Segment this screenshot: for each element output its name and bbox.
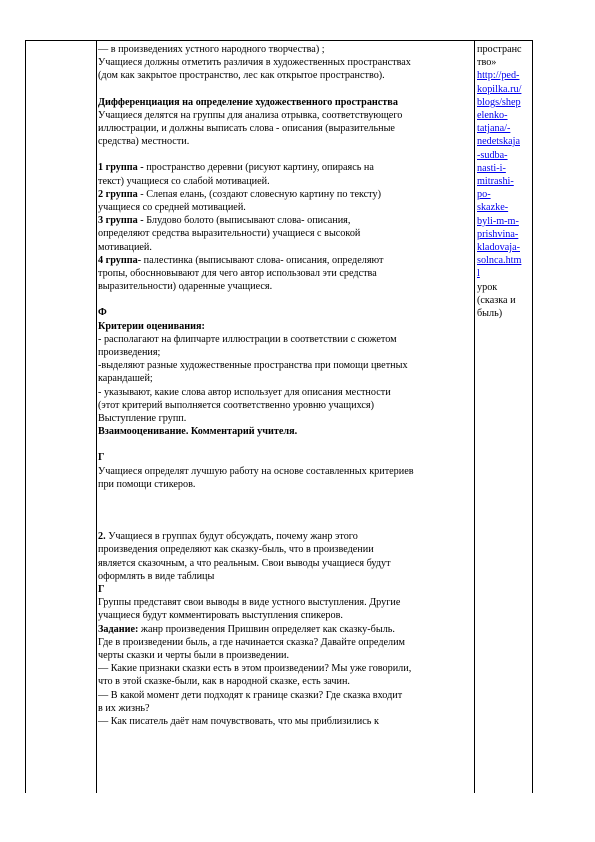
- assignment-text: жанр произведения Пришвин определяет как сказку-быль.: [138, 623, 395, 635]
- lesson-table: [25, 40, 533, 793]
- resource-text: пространс: [477, 44, 522, 55]
- group-2-line: [98, 188, 473, 201]
- group-work-marker: Г: [98, 452, 105, 464]
- assignment-line: — Как писатель даёт нам почувствовать, что мы приблизились к: [98, 715, 379, 727]
- criteria-line: - располагают на флипчарте иллюстрации в соответствии с сюжетом: [98, 333, 397, 345]
- resource-link-line[interactable]: solnca.htm: [477, 255, 522, 267]
- resource-link-line[interactable]: tatjana/-: [477, 123, 511, 135]
- group-2-line: учащиеся со средней мотивацией.: [98, 202, 246, 214]
- group-4-text: палестинка (выписывают слова- описания, определяют: [141, 254, 384, 266]
- resource-link-line[interactable]: kladovaja-: [477, 242, 520, 254]
- resource-link-line[interactable]: prishvina-: [477, 228, 519, 240]
- criteria-line: произведения;: [98, 347, 161, 359]
- group-1-label: 1 группа -: [98, 162, 144, 174]
- resource-link-line[interactable]: -sudba-: [477, 149, 508, 161]
- differentiation-title: Дифференциация на определение художественного пространства: [98, 96, 398, 108]
- group-4-label: 4 группа-: [98, 254, 142, 266]
- group-3-label: 3 группа -: [98, 215, 144, 227]
- resource-link-line[interactable]: po-: [477, 189, 491, 201]
- main-column: [98, 43, 473, 728]
- assignment-line: черты сказки и черты были в произведении.: [98, 649, 290, 661]
- resource-text: тво»: [477, 57, 497, 69]
- criteria-line: -выделяют разные художественные пространства при помощи цветных: [98, 360, 408, 372]
- group-4-line: выразительности) одаренные учащиеся.: [98, 281, 273, 293]
- criteria-title: Критерии оценивания:: [98, 320, 205, 332]
- group-3-text: Блудово болото (выписывают слова- описания,: [143, 215, 351, 227]
- resource-link-line[interactable]: kopilka.ru/: [477, 83, 522, 95]
- resource-text: быль): [477, 308, 503, 320]
- group-1-text: пространство деревни (рисуют картину, опираясь на: [143, 162, 374, 174]
- intro-line: — в произведениях устного народного творчества) ;: [98, 44, 325, 55]
- group-1-line: текст) учащиеся со слабой мотивацией.: [98, 175, 270, 187]
- task-2-number: 2.: [98, 531, 106, 543]
- resources-column: [477, 43, 532, 320]
- differentiation-line: иллюстрации, и должны выписать слова - описания (выразительные: [98, 123, 395, 135]
- column-divider-right: [474, 41, 475, 793]
- criteria-line: Выступление групп.: [98, 413, 187, 425]
- assignment-label: Задание:: [98, 623, 139, 635]
- resource-link-line[interactable]: nasti-i-: [477, 162, 506, 174]
- intro-line: (дом как закрытое пространство, лес как открытое пространство).: [98, 70, 385, 82]
- group-4-line: [98, 254, 473, 267]
- resource-link-line[interactable]: http://ped-: [477, 70, 520, 82]
- group-work-line: при помощи стикеров.: [98, 478, 196, 490]
- resource-link-line[interactable]: skazke-: [477, 202, 509, 214]
- group-output-line: Группы представят свои выводы в виде устного выступления. Другие: [98, 597, 401, 609]
- resource-link-line[interactable]: l: [477, 268, 480, 280]
- task-2-text: Учащиеся в группах будут обсуждать, почему жанр этого: [105, 531, 358, 543]
- resource-link-line[interactable]: byli-m-m-: [477, 215, 519, 227]
- differentiation-line: Учащиеся делятся на группы для анализа отрывка, соответствующего: [98, 109, 403, 121]
- criteria-line: - указывают, какие слова автор использует для описания местности: [98, 386, 391, 398]
- group-4-line: тропы, обоснновывают для чего автор использовал эти средства: [98, 268, 377, 280]
- group-work-line: Учащиеся определят лучшую работу на основе составленных критериев: [98, 465, 414, 477]
- intro-line: Учащиеся должны отметить различия в художественных пространствах: [98, 57, 411, 69]
- assignment-line: [98, 623, 473, 636]
- group-2-text: - Слепая елань, (создают словесную картину по тексту): [137, 188, 381, 200]
- task-2-line: оформлять в виде таблицы: [98, 570, 215, 582]
- group-1-line: [98, 161, 473, 174]
- assignment-line: что в этой сказке-были, как в народной сказке, есть зачин.: [98, 676, 350, 688]
- formative-marker: Ф: [98, 307, 107, 319]
- group-2-label: 2 группа: [98, 188, 138, 200]
- group-3-line: мотивацией.: [98, 241, 152, 253]
- group-3-line: определяют средства выразительности) учащиеся с высокой: [98, 228, 361, 240]
- task-2-line: произведения определяют как сказку-быль, что в произведении: [98, 544, 374, 556]
- group-3-line: [98, 214, 473, 227]
- resource-text: урок: [477, 281, 498, 293]
- assignment-line: — В какой момент дети подходят к границе сказки? Где сказка входит: [98, 689, 403, 701]
- group-output-line: учащиеся будут комментировать выступления спикеров.: [98, 610, 343, 622]
- differentiation-line: средства) местности.: [98, 136, 190, 148]
- column-divider-left: [96, 41, 97, 793]
- task-2-line: является сказочным, а что реальным. Свои выводы учащиеся будут: [98, 557, 391, 569]
- resource-link-line[interactable]: elenko-: [477, 110, 508, 122]
- criteria-line: (этот критерий выполняется соответственно уровню учащихся): [98, 399, 374, 411]
- resource-link-line[interactable]: nedetskaja: [477, 136, 520, 148]
- resource-link-line[interactable]: blogs/shep: [477, 96, 521, 108]
- peer-evaluation: Взаимооценивание. Комментарий учителя.: [98, 426, 298, 438]
- assignment-line: в их жизнь?: [98, 702, 150, 714]
- task-2-line: [98, 530, 473, 543]
- assignment-line: Где в произведении быль, а где начинается сказка? Давайте определим: [98, 636, 406, 648]
- resource-link-line[interactable]: mitrashi-: [477, 176, 514, 188]
- group-work-marker-2: Г: [98, 583, 105, 595]
- criteria-line: карандашей;: [98, 373, 153, 385]
- assignment-line: — Какие признаки сказки есть в этом произведении? Мы уже говорили,: [98, 663, 412, 675]
- resource-link[interactable]: [477, 69, 532, 280]
- resource-text: (сказка и: [477, 294, 516, 306]
